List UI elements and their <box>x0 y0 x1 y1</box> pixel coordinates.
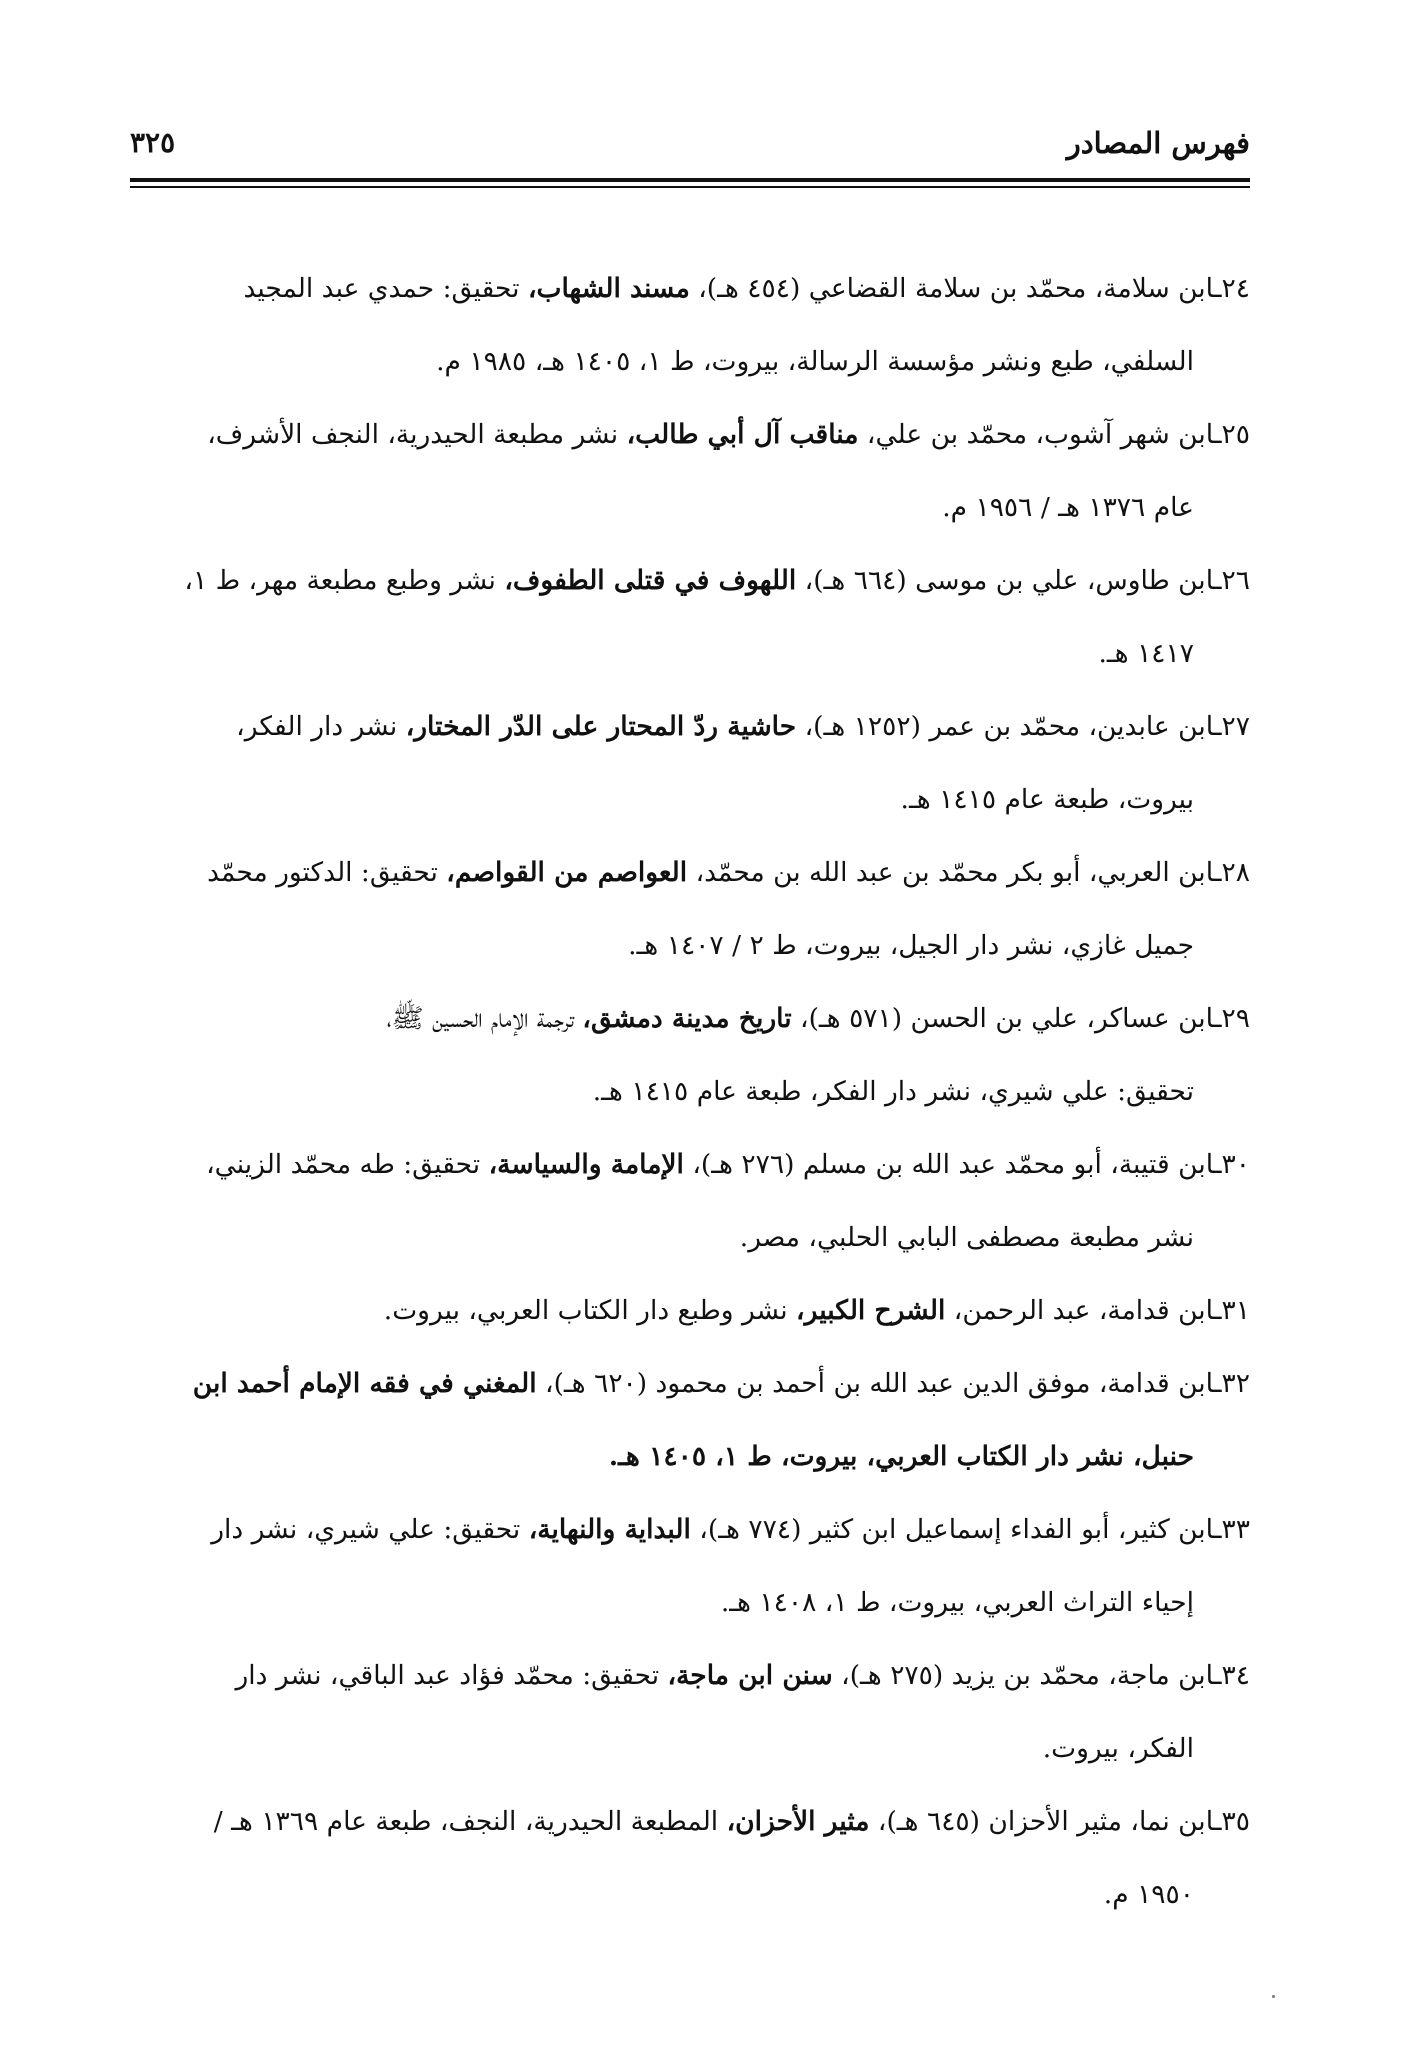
bibliography-entry <box>130 1274 1250 1347</box>
entry-author: ابن ماجة، محمّد بن يزيد (٢٧٥ هـ)، <box>841 1660 1214 1691</box>
entry-continuation: إحياء التراث العربي، بيروت، ط ١، ١٤٠٨ هـ. <box>720 1587 1194 1618</box>
header-rule-thin <box>130 186 1250 188</box>
entry-author: ابن سلامة، محمّد بن سلامة القضاعي (٤٥٤ هـ)، <box>698 273 1214 304</box>
entry-number: ٣٤ـ <box>1213 1660 1250 1691</box>
entry-author: ابن نما، مثير الأحزان (٦٤٥ هـ)، <box>877 1806 1214 1837</box>
running-title: فهرس المصادر <box>1066 126 1250 160</box>
entry-title: الشرح الكبير، <box>796 1295 946 1326</box>
entry-details: نشر وطبع مطبعة مهر، ط ١، <box>184 565 496 596</box>
bibliography-entry <box>130 1128 1250 1274</box>
entry-number: ٣١ـ <box>1213 1295 1250 1326</box>
bibliography-entry <box>130 982 1250 1128</box>
entry-details: ترجمة الإمام الحسين ﷺ، <box>386 1003 574 1034</box>
entry-title: مثير الأحزان، <box>726 1806 870 1837</box>
entry-author: ابن كثير، أبو الفداء إسماعيل ابن كثير (٧٧٤ هـ)، <box>699 1514 1214 1545</box>
entry-number: ٢٩ـ <box>1213 1003 1250 1034</box>
entry-title: الإمامة والسياسة، <box>488 1149 684 1180</box>
entry-author: ابن العربي، أبو بكر محمّد بن عبد الله بن محمّد، <box>695 857 1214 888</box>
entry-number: ٣٣ـ <box>1213 1514 1250 1545</box>
entry-details: تحقيق: محمّد فؤاد عبد الباقي، نشر دار <box>235 1660 660 1691</box>
entry-details: نشر وطبع دار الكتاب العربي، بيروت. <box>383 1295 788 1326</box>
entry-number: ٢٤ـ <box>1213 273 1250 304</box>
scan-speck <box>1272 1995 1275 1998</box>
header-rule-thick <box>130 178 1250 182</box>
entry-title: مسند الشهاب، <box>527 273 690 304</box>
entry-details: تحقيق: طه محمّد الزيني، <box>206 1149 481 1180</box>
page-header <box>130 118 1250 168</box>
entry-number: ٢٨ـ <box>1213 857 1250 888</box>
entry-number: ٢٧ـ <box>1213 711 1250 742</box>
entry-details: نشر مطبعة الحيدرية، النجف الأشرف، <box>207 419 619 450</box>
entry-author: ابن شهر آشوب، محمّد بن علي، <box>866 419 1214 450</box>
bibliography-list <box>130 252 1250 1931</box>
entry-continuation: تحقيق: علي شيري، نشر دار الفكر، طبعة عام ١٤١٥ هـ. <box>592 1076 1194 1107</box>
entry-title: تاريخ مدينة دمشق، <box>582 1003 792 1034</box>
entry-continuation: حنبل، نشر دار الكتاب العربي، بيروت، ط ١، ١٤٠٥ هـ. <box>608 1441 1194 1472</box>
entry-number: ٣٥ـ <box>1213 1806 1250 1837</box>
entry-continuation: عام ١٣٧٦ هـ / ١٩٥٦ م. <box>942 492 1194 523</box>
entry-title: البداية والنهاية، <box>528 1514 691 1545</box>
page-number: ٣٢٥ <box>130 126 176 159</box>
entry-continuation: جميل غازي، نشر دار الجيل، بيروت، ط ٢ / ١٤٠٧ هـ. <box>628 930 1194 961</box>
entry-details: تحقيق: الدكتور محمّد <box>207 857 438 888</box>
entry-author: ابن عساكر، علي بن الحسن (٥٧١ هـ)، <box>800 1003 1214 1034</box>
entry-number: ٢٦ـ <box>1213 565 1250 596</box>
bibliography-entry <box>130 1785 1250 1931</box>
bibliography-entry <box>130 1347 1250 1493</box>
entry-details: المطبعة الحيدرية، النجف، طبعة عام ١٣٦٩ هـ / <box>213 1806 719 1837</box>
entry-continuation: ١٩٥٠ م. <box>1103 1879 1194 1910</box>
entry-continuation: نشر مطبعة مصطفى البابي الحلبي، مصر. <box>739 1222 1194 1253</box>
entry-author: ابن قتيبة، أبو محمّد عبد الله بن مسلم (٢٧٦ هـ)، <box>692 1149 1214 1180</box>
entry-continuation: السلفي، طبع ونشر مؤسسة الرسالة، بيروت، ط ١، ١٤٠٥ هـ، ١٩٨٥ م. <box>436 346 1194 377</box>
bibliography-entry <box>130 544 1250 690</box>
entry-title: مناقب آل أبي طالب، <box>626 419 859 450</box>
entry-title: المغني في فقه الإمام أحمد ابن <box>192 1368 537 1399</box>
bibliography-entry <box>130 836 1250 982</box>
entry-continuation: الفكر، بيروت. <box>1042 1733 1194 1764</box>
entry-number: ٣٠ـ <box>1213 1149 1250 1180</box>
bibliography-entry <box>130 1639 1250 1785</box>
bibliography-entry <box>130 690 1250 836</box>
entry-title: حاشية ردّ المحتار على الدّر المختار، <box>405 711 797 742</box>
entry-details: تحقيق: حمدي عبد المجيد <box>243 273 520 304</box>
entry-author: ابن طاوس، علي بن موسى (٦٦٤ هـ)، <box>804 565 1214 596</box>
bibliography-entry <box>130 1493 1250 1639</box>
entry-title: سنن ابن ماجة، <box>667 1660 833 1691</box>
entry-continuation: بيروت، طبعة عام ١٤١٥ هـ. <box>900 784 1194 815</box>
entry-number: ٣٢ـ <box>1213 1368 1250 1399</box>
entry-details: تحقيق: علي شيري، نشر دار <box>211 1514 521 1545</box>
entry-number: ٢٥ـ <box>1213 419 1250 450</box>
entry-author: ابن قدامة، موفق الدين عبد الله بن أحمد بن محمود (٦٢٠ هـ)، <box>545 1368 1214 1399</box>
entry-author: ابن عابدين، محمّد بن عمر (١٢٥٢ هـ)، <box>804 711 1214 742</box>
entry-continuation: ١٤١٧ هـ. <box>1098 638 1194 669</box>
entry-author: ابن قدامة، عبد الرحمن، <box>953 1295 1214 1326</box>
bibliography-entry <box>130 398 1250 544</box>
entry-title: العواصم من القواصم، <box>446 857 688 888</box>
bibliography-entry <box>130 252 1250 398</box>
entry-details: نشر دار الفكر، <box>236 711 398 742</box>
entry-title: اللهوف في قتلى الطفوف، <box>504 565 797 596</box>
